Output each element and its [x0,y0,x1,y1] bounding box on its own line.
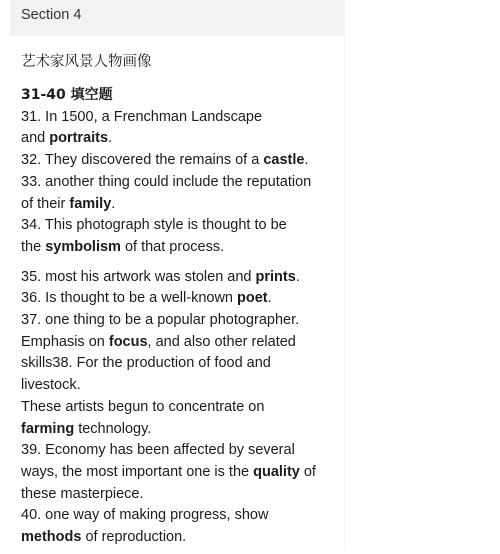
question-list [21,85,341,549]
section-header [10,0,344,36]
text-line: and portraits. [21,130,113,147]
paragraph-gap [21,259,341,267]
answer-word: family [69,195,112,212]
answer-word: symbolism [45,238,121,255]
text-line: 39. Economy has been affected by several [21,442,295,459]
text-line: methods of reproduction. [21,529,187,546]
answer-word: castle [263,152,305,169]
task-heading: 31-40 填空题 [21,87,113,103]
text-line: ways, the most important one is the quality of [21,463,316,480]
divider [344,0,345,550]
text-line: 36. Is thought to be a well-known poet. [21,290,272,307]
document-title: 艺术家风景人物画像 [21,54,152,70]
answer-word: portraits [49,130,109,147]
answer-word: prints [255,268,296,285]
document-body [10,36,344,550]
text-line: livestock. [21,377,81,394]
text-line: of their family. [21,195,116,212]
section-label: Section 4 [21,7,82,23]
text-line: Emphasis on focus, and also other related [21,333,296,350]
text-line: 34. This photograph style is thought to be [21,217,287,234]
text-line: 40. one way of making progress, show [21,507,269,524]
text-line: skills38. For the production of food and [21,355,271,372]
text-line: 31. In 1500, a Frenchman Landscape [21,108,263,125]
answer-word: focus [108,333,148,350]
answer-word: quality [253,463,300,480]
text-line: 35. most his artwork was stolen and prints. [21,268,300,285]
text-line: these masterpiece. [21,485,144,502]
text-line: farming technology. [21,420,152,437]
text-line: These artists begun to concentrate on [21,398,265,415]
answer-word: methods [21,529,82,546]
text-line: 33. another thing could include the reputation [21,173,312,190]
text-line: the symbolism of that process. [21,238,225,255]
answer-word: poet [237,290,268,307]
text-line: 37. one thing to be a popular photographer. [21,312,300,329]
answer-word: farming [21,420,75,437]
text-line: 32. They discovered the remains of a castle. [21,152,309,169]
